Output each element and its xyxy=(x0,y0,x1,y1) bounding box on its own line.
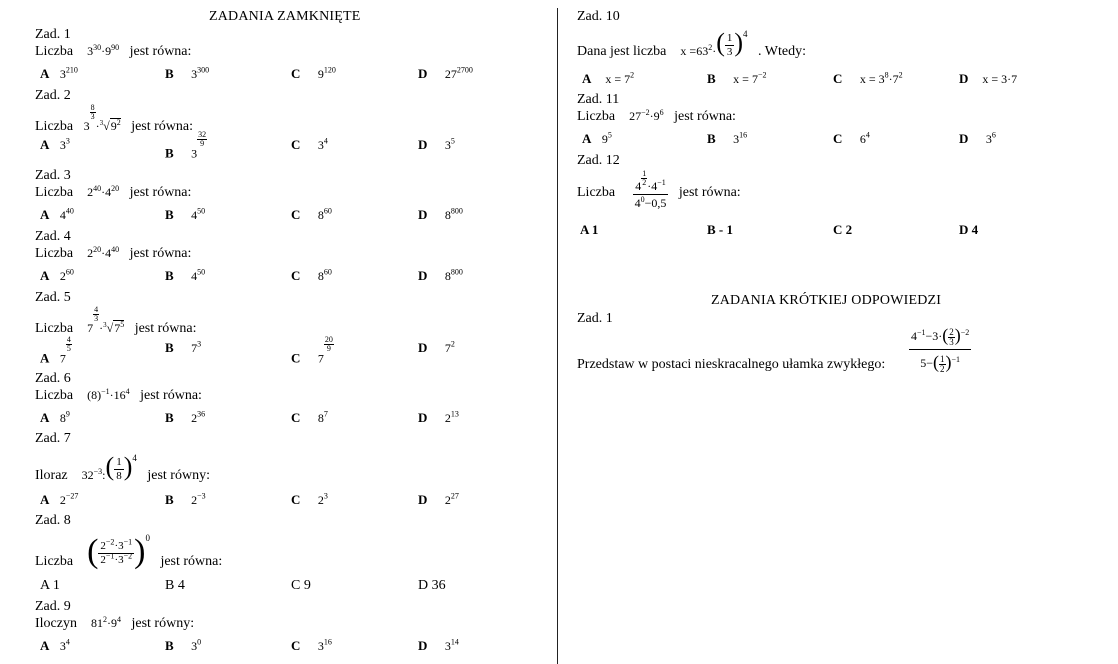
task-3-option-d[interactable]: D $8^{800}$ xyxy=(418,206,463,222)
task-11-option-b[interactable]: B $3^{16}$ xyxy=(707,130,748,146)
task-11-question: Liczba $27^{-2}\cdot 9^6$ jest równa: xyxy=(577,108,736,124)
short-task-1-text: Przedstaw w postaci nieskracalnego ułamka zwykłego: xyxy=(577,357,886,372)
task-8-option-b[interactable]: B 4 xyxy=(165,578,185,593)
column-divider xyxy=(557,8,558,664)
task-6-option-a[interactable]: A $8^9$ xyxy=(40,409,70,425)
task-3-option-a[interactable]: A $4^{40}$ xyxy=(40,206,74,222)
task-2-option-c[interactable]: C $3^4$ xyxy=(291,136,328,152)
task-5-header: Zad. 5 xyxy=(35,290,71,305)
short-task-1-header: Zad. 1 xyxy=(577,311,613,326)
task-10-option-d[interactable]: D x = 3·7 xyxy=(959,71,1018,86)
task-1-question: Liczba $3^{30}\cdot 9^{90}$ jest równa: xyxy=(35,43,192,59)
task-10-option-a[interactable]: A $x = 7^2$ xyxy=(582,70,635,86)
task-11-option-d[interactable]: D $3^6$ xyxy=(959,130,996,146)
task-10-question: Dana jest liczba $x =63^2\cdot$( $\frac{1}{3}$ )$^4$ . Wtedy: xyxy=(577,28,806,59)
section-title-short: ZADANIA KRÓTKIEJ ODPOWIEDZI xyxy=(711,293,942,308)
task-1-option-a[interactable]: A $3^{210}$ xyxy=(40,65,78,81)
task-12-option-c[interactable]: C 2 xyxy=(833,222,853,237)
task-3-option-b[interactable]: B $4^{50}$ xyxy=(165,206,206,222)
task-2-option-a[interactable]: A $3^3$ xyxy=(40,136,70,152)
task-1-option-d[interactable]: D $27^{2700}$ xyxy=(418,65,473,81)
task-10-option-b[interactable]: B $x = 7^{-2}$ xyxy=(707,70,767,86)
task-6-option-c[interactable]: C $8^7$ xyxy=(291,409,328,425)
task-9-option-a[interactable]: A $3^4$ xyxy=(40,637,70,653)
task-11-header: Zad. 11 xyxy=(577,92,620,107)
task-5-option-d[interactable]: D $7^2$ xyxy=(418,339,455,355)
task-8-header: Zad. 8 xyxy=(35,513,71,528)
task-4-option-b[interactable]: B $4^{50}$ xyxy=(165,267,206,283)
task-12-option-b[interactable]: B - 1 xyxy=(707,222,733,237)
task-2-option-b[interactable]: B 3 $\frac{32}{9}$ xyxy=(165,130,207,161)
task-8-option-d[interactable]: D 36 xyxy=(418,578,446,593)
task-8-option-a[interactable]: A 1 xyxy=(40,578,60,593)
task-1-header: Zad. 1 xyxy=(35,27,71,42)
task-2-header: Zad. 2 xyxy=(35,88,71,103)
task-4-header: Zad. 4 xyxy=(35,229,71,244)
task-12-option-d[interactable]: D 4 xyxy=(959,222,979,237)
task-5-option-a[interactable]: A 7 $\frac{4}{5}$ xyxy=(40,335,71,366)
section-title-closed: ZADANIA ZAMKNIĘTE xyxy=(209,9,361,24)
task-6-header: Zad. 6 xyxy=(35,371,71,386)
task-9-header: Zad. 9 xyxy=(35,599,71,614)
task-7-option-a[interactable]: A $2^{-27}$ xyxy=(40,491,79,507)
task-7-header: Zad. 7 xyxy=(35,431,71,446)
task-3-question: Liczba $2^{40}\cdot 4^{20}$ jest równa: xyxy=(35,184,192,200)
task-8-question: Liczba ( $\frac{2^{-2}\cdot 3^{-1}}{2^{-1}\cdot 3^{-2}}$ )$^0$ jest równa: xyxy=(35,533,223,570)
task-8-option-c[interactable]: C 9 xyxy=(291,578,311,593)
task-12-question: Liczba 4 $\frac{1}{2}$ $\cdot 4^{-1}$ $4^0-0,5$ jest równa: xyxy=(577,169,741,210)
task-6-option-d[interactable]: D $2^{13}$ xyxy=(418,409,459,425)
task-10-header: Zad. 10 xyxy=(577,9,620,24)
task-11-option-c[interactable]: C $6^4$ xyxy=(833,130,870,146)
task-5-option-c[interactable]: C 7 $\frac{20}{9}$ xyxy=(291,335,333,366)
short-task-1-expression: $4^{-1}-3\cdot$( $\frac{2}{3}$ )$^{-2}$ 5−( $\frac{1}{2}$ )$^{-1}$ xyxy=(911,325,970,374)
task-5-question: Liczba 7 $\frac{4}{3}$ $\cdot^3√7^5$ jest równa: xyxy=(35,305,197,336)
task-9-option-c[interactable]: C $3^{16}$ xyxy=(291,637,332,653)
task-6-option-b[interactable]: B $2^{36}$ xyxy=(165,409,206,425)
task-4-question: Liczba $2^{20}\cdot 4^{40}$ jest równa: xyxy=(35,245,192,261)
task-4-option-a[interactable]: A $2^{60}$ xyxy=(40,267,74,283)
task-5-option-b[interactable]: B $7^3$ xyxy=(165,339,202,355)
task-9-option-b[interactable]: B $3^0$ xyxy=(165,637,202,653)
task-12-option-a[interactable]: A 1 xyxy=(580,222,599,237)
task-4-option-c[interactable]: C $8^{60}$ xyxy=(291,267,332,283)
task-7-option-d[interactable]: D $2^{27}$ xyxy=(418,491,459,507)
task-3-header: Zad. 3 xyxy=(35,168,71,183)
task-2-option-d[interactable]: D $3^5$ xyxy=(418,136,455,152)
task-7-question: Iloraz $32^{-3}$:( $\frac{1}{8}$ )$^4$ jest równy: xyxy=(35,452,210,483)
task-7-option-c[interactable]: C $2^3$ xyxy=(291,491,328,507)
task-1-option-b[interactable]: B $3^{300}$ xyxy=(165,65,210,81)
task-4-option-d[interactable]: D $8^{800}$ xyxy=(418,267,463,283)
task-9-option-d[interactable]: D $3^{14}$ xyxy=(418,637,459,653)
task-3-option-c[interactable]: C $8^{60}$ xyxy=(291,206,332,222)
task-9-question: Iloczyn $81^2\cdot 9^4$ jest równy: xyxy=(35,615,195,631)
task-12-header: Zad. 12 xyxy=(577,153,620,168)
task-2-question: Liczba 3 $\frac{8}{3}$ $\cdot^3√9^2$ jest równa: xyxy=(35,103,194,134)
task-10-option-c[interactable]: C $x = 3^8\cdot 7^2$ xyxy=(833,70,903,86)
task-7-option-b[interactable]: B $2^{-3}$ xyxy=(165,491,206,507)
task-6-question: Liczba $(8)^{-1}\cdot 16^4$ jest równa: xyxy=(35,387,202,403)
task-1-option-c[interactable]: C $9^{120}$ xyxy=(291,65,336,81)
task-11-option-a[interactable]: A $9^5$ xyxy=(582,130,612,146)
